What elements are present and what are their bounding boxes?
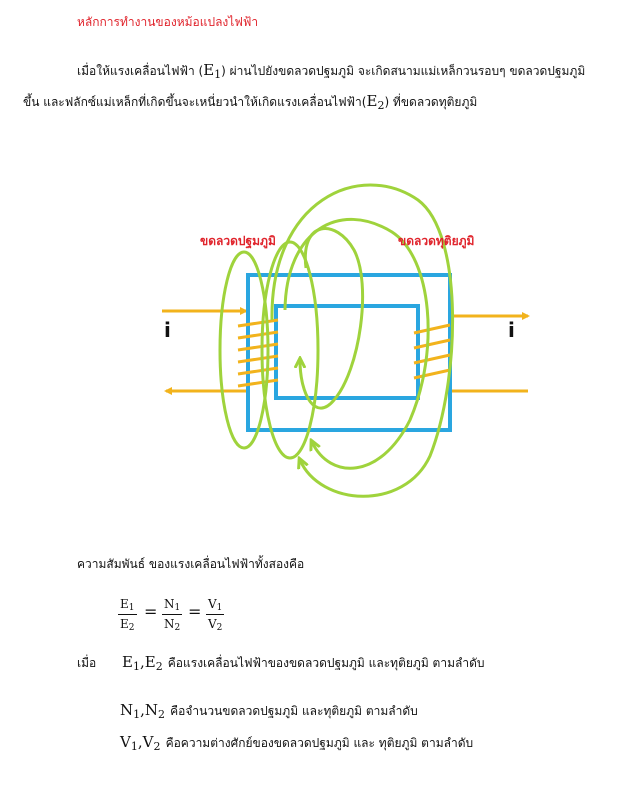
intro-text-part1: เมื่อให้แรงเคลื่อนไฟฟ้า (: [77, 64, 204, 78]
v-symbols: $V_1,V_2$: [120, 733, 161, 753]
equals-sign-1: =: [144, 602, 158, 621]
secondary-coil-label: ขดลวดทุติยภูมิ: [398, 234, 475, 248]
current-label-right: i: [508, 318, 515, 342]
v-definition-text: คือความต่างศักย์ของขดลวดปฐมภูมิ และ ทุติยภูมิ ตามลำดับ: [165, 736, 474, 750]
equals-sign-2: =: [188, 602, 202, 621]
relation-text: ความสัมพันธ์ ของแรงเคลื่อนไฟฟ้าทั้งสองคือ: [77, 557, 305, 571]
definition-n: [120, 700, 418, 721]
definition-v: [120, 732, 473, 753]
e2-symbol: $E_2$: [366, 92, 385, 112]
fraction-e: $\frac{E1}{E2}$: [120, 597, 135, 633]
intro-text-line2a: ขึ้น และฟลักซ์แม่เหล็กที่เกิดขึ้นจะเหนี่ยวนำให้เกิดแรงเคลื่อนไฟฟ้า(: [23, 95, 367, 109]
section-heading: หลักการทำงานของหม้อแปลงไฟฟ้า: [77, 15, 259, 29]
fraction-v: $\frac{V1}{V2}$: [208, 597, 223, 633]
current-label-left: i: [164, 318, 171, 342]
fraction-n: $\frac{N1}{N2}$: [164, 597, 181, 633]
primary-coil-label: ขดลวดปฐมภูมิ: [200, 234, 276, 248]
e1-symbol: $E_1$: [203, 61, 222, 81]
n-symbols: $N_1,N_2$: [120, 701, 166, 721]
intro-text-part2: ) ผ่านไปยังขดลวดปฐมภูมิ จะเกิดสนามแม่เหล็กวนรอบๆ ขดลวดปฐมภูมิ: [221, 64, 586, 78]
when-label: เมื่อ: [77, 656, 97, 670]
e-symbols: $E_1,E_2$: [122, 653, 163, 673]
transformer-diagram: [0, 160, 637, 540]
primary-coil: [238, 320, 278, 386]
transformer-core-inner: [276, 306, 418, 398]
n-definition-text: คือจำนวนขดลวดปฐมภูมิ และทุติยภูมิ ตามลำดับ: [170, 704, 418, 718]
e-definition-text: คือแรงเคลื่อนไฟฟ้าของขดลวดปฐมภูมิ และทุติยภูมิ ตามลำดับ: [167, 656, 485, 670]
intro-line-2: [23, 94, 477, 111]
intro-text-line2b: ) ที่ขดลวดทุติยภูมิ: [384, 95, 478, 109]
intro-line-1: [77, 63, 585, 80]
definition-e: [122, 652, 485, 673]
